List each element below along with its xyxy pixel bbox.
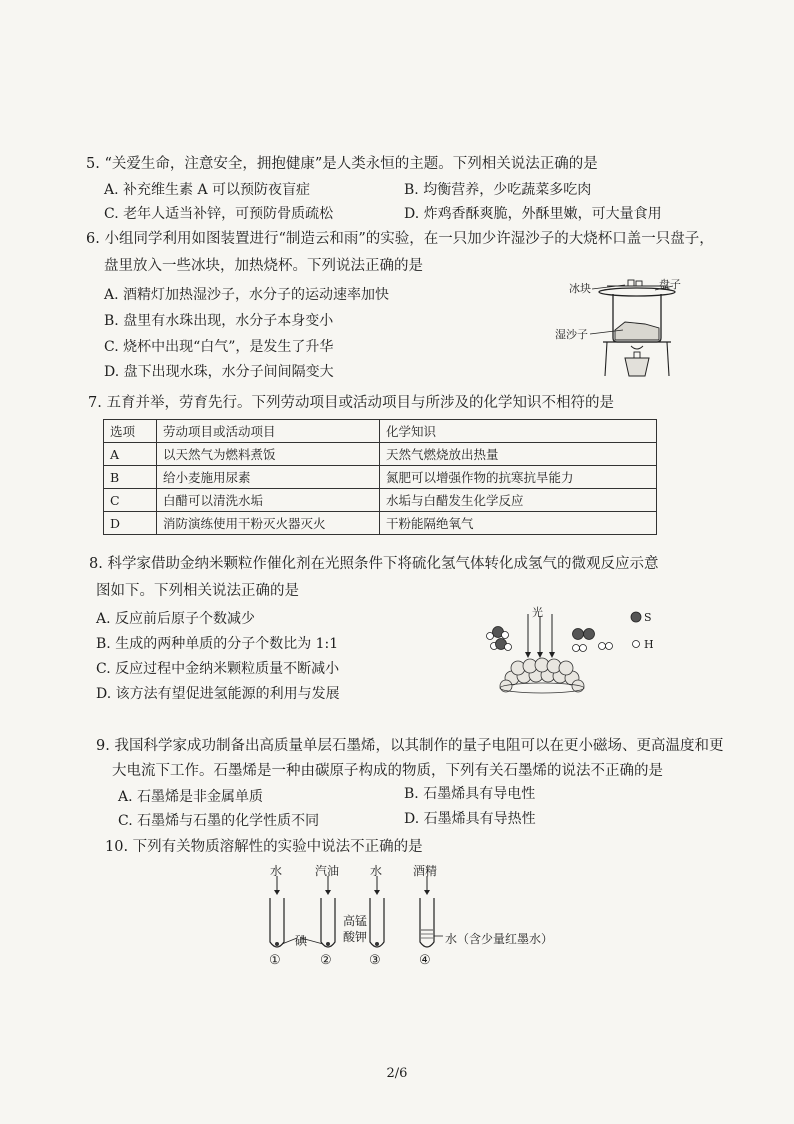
q8-option-a: A. 反应前后原子个数减少 (96, 611, 256, 627)
q8-option-b: B. 生成的两种单质的分子个数比为 1:1 (96, 636, 339, 652)
tube1-number: ① (269, 953, 281, 968)
q7-stem: 7. 五育并举，劳育先行。下列劳动项目或活动项目与所涉及的化学知识不相符的是 (88, 395, 614, 411)
tube3-number: ③ (369, 953, 381, 968)
row-option: A (104, 443, 157, 466)
q9-option-c: C. 石墨烯与石墨的化学性质不同 (118, 813, 320, 829)
ice-label: 冰块 (569, 282, 591, 295)
q6-option-c: C. 烧杯中出现“白气”，是发生了升华 (104, 339, 334, 355)
q6-option-b: B. 盘里有水珠出现，水分子本身变小 (104, 313, 334, 329)
header-knowledge: 化学知识 (380, 420, 657, 443)
q7-table (103, 419, 657, 535)
iodine-label: 碘 (295, 934, 308, 948)
row-activity: 以天然气为燃料煮饭 (157, 443, 380, 466)
cloud-rain-apparatus-figure (555, 272, 685, 384)
header-option: 选项 (104, 420, 157, 443)
table-row (104, 466, 657, 489)
q5-option-b: B. 均衡营养，少吃蔬菜多吃肉 (404, 182, 592, 198)
sulfur-legend-label: S (644, 611, 652, 624)
row-activity: 白醋可以清洗水垢 (157, 489, 380, 512)
q6-stem-line1: 6. 小组同学利用如图装置进行“制造云和雨”的实验，在一只加少许湿沙子的大烧杯口盖一只盘子， (86, 231, 714, 247)
tube4-number: ④ (419, 953, 431, 968)
q10-stem: 10. 下列有关物质溶解性的实验中说法不正确的是 (105, 839, 423, 855)
row-knowledge: 干粉能隔绝氧气 (380, 512, 657, 535)
page-number: 2/6 (386, 1066, 408, 1081)
q9-option-a: A. 石墨烯是非金属单质 (118, 789, 264, 805)
tube3-liquid-label: 水 (370, 864, 383, 878)
row-option: B (104, 466, 157, 489)
row-option: C (104, 489, 157, 512)
q6-option-d: D. 盘下出现水珠，水分子间间隔变大 (104, 364, 334, 380)
water-red-ink-label: 水（含少量红墨水） (445, 932, 554, 946)
q5-option-c: C. 老年人适当补锌，可预防骨质疏松 (104, 206, 334, 222)
hydrogen-legend-label: H (644, 638, 654, 651)
q6-option-a: A. 酒精灯加热湿沙子，水分子的运动速率加快 (104, 287, 390, 303)
row-activity: 消防演练使用干粉灭火器灭火 (157, 512, 380, 535)
table-row (104, 512, 657, 535)
q5-option-d: D. 炸鸡香酥爽脆，外酥里嫩，可大量食用 (404, 206, 662, 222)
tube1-liquid-label: 水 (270, 864, 283, 878)
kmno4-label-line2: 酸钾 (343, 930, 368, 944)
tube4-liquid-label: 酒精 (413, 864, 438, 878)
table-row (104, 489, 657, 512)
light-label: 光 (532, 606, 543, 619)
q8-option-d: D. 该方法有望促进氢能源的利用与发展 (96, 686, 340, 702)
table-header-row (104, 420, 657, 443)
q5-option-a: A. 补充维生素 A 可以预防夜盲症 (104, 182, 311, 198)
q9-stem-line2: 大电流下工作。石墨烯是一种由碳原子构成的物质，下列有关石墨烯的说法不正确的是 (112, 763, 663, 779)
wet-sand-label: 湿沙子 (555, 328, 588, 341)
q8-stem-line2: 图如下。下列相关说法正确的是 (96, 583, 299, 599)
q9-stem-line1: 9. 我国科学家成功制备出高质量单层石墨烯，以其制作的量子电阻可以在更小磁场、更高温度和更 (96, 738, 724, 754)
row-knowledge: 氮肥可以增强作物的抗寒抗旱能力 (380, 466, 657, 489)
kmno4-label-line1: 高锰 (343, 914, 368, 928)
q8-stem-line1: 8. 科学家借助金纳米颗粒作催化剂在光照条件下将硫化氢气体转化成氢气的微观反应示意 (89, 556, 659, 572)
tube2-liquid-label: 汽油 (315, 864, 340, 878)
reaction-diagram-figure (468, 602, 668, 696)
q5-stem: 5. “关爱生命，注意安全，拥抱健康”是人类永恒的主题。下列相关说法正确的是 (86, 156, 598, 172)
q9-option-d: D. 石墨烯具有导热性 (404, 811, 536, 827)
header-activity: 劳动项目或活动项目 (157, 420, 380, 443)
plate-label: 盘子 (659, 278, 681, 291)
q8-option-c: C. 反应过程中金纳米颗粒质量不断减小 (96, 661, 340, 677)
q9-option-b: B. 石墨烯具有导电性 (404, 786, 536, 802)
row-activity: 给小麦施用尿素 (157, 466, 380, 489)
table-row (104, 443, 657, 466)
reaction-drawing (468, 602, 668, 696)
q6-stem-line2: 盘里放入一些冰块，加热烧杯。下列说法正确的是 (104, 258, 423, 274)
tube2-number: ② (320, 953, 332, 968)
solubility-tubes-figure (255, 860, 575, 972)
row-knowledge: 天然气燃烧放出热量 (380, 443, 657, 466)
row-option: D (104, 512, 157, 535)
row-knowledge: 水垢与白醋发生化学反应 (380, 489, 657, 512)
